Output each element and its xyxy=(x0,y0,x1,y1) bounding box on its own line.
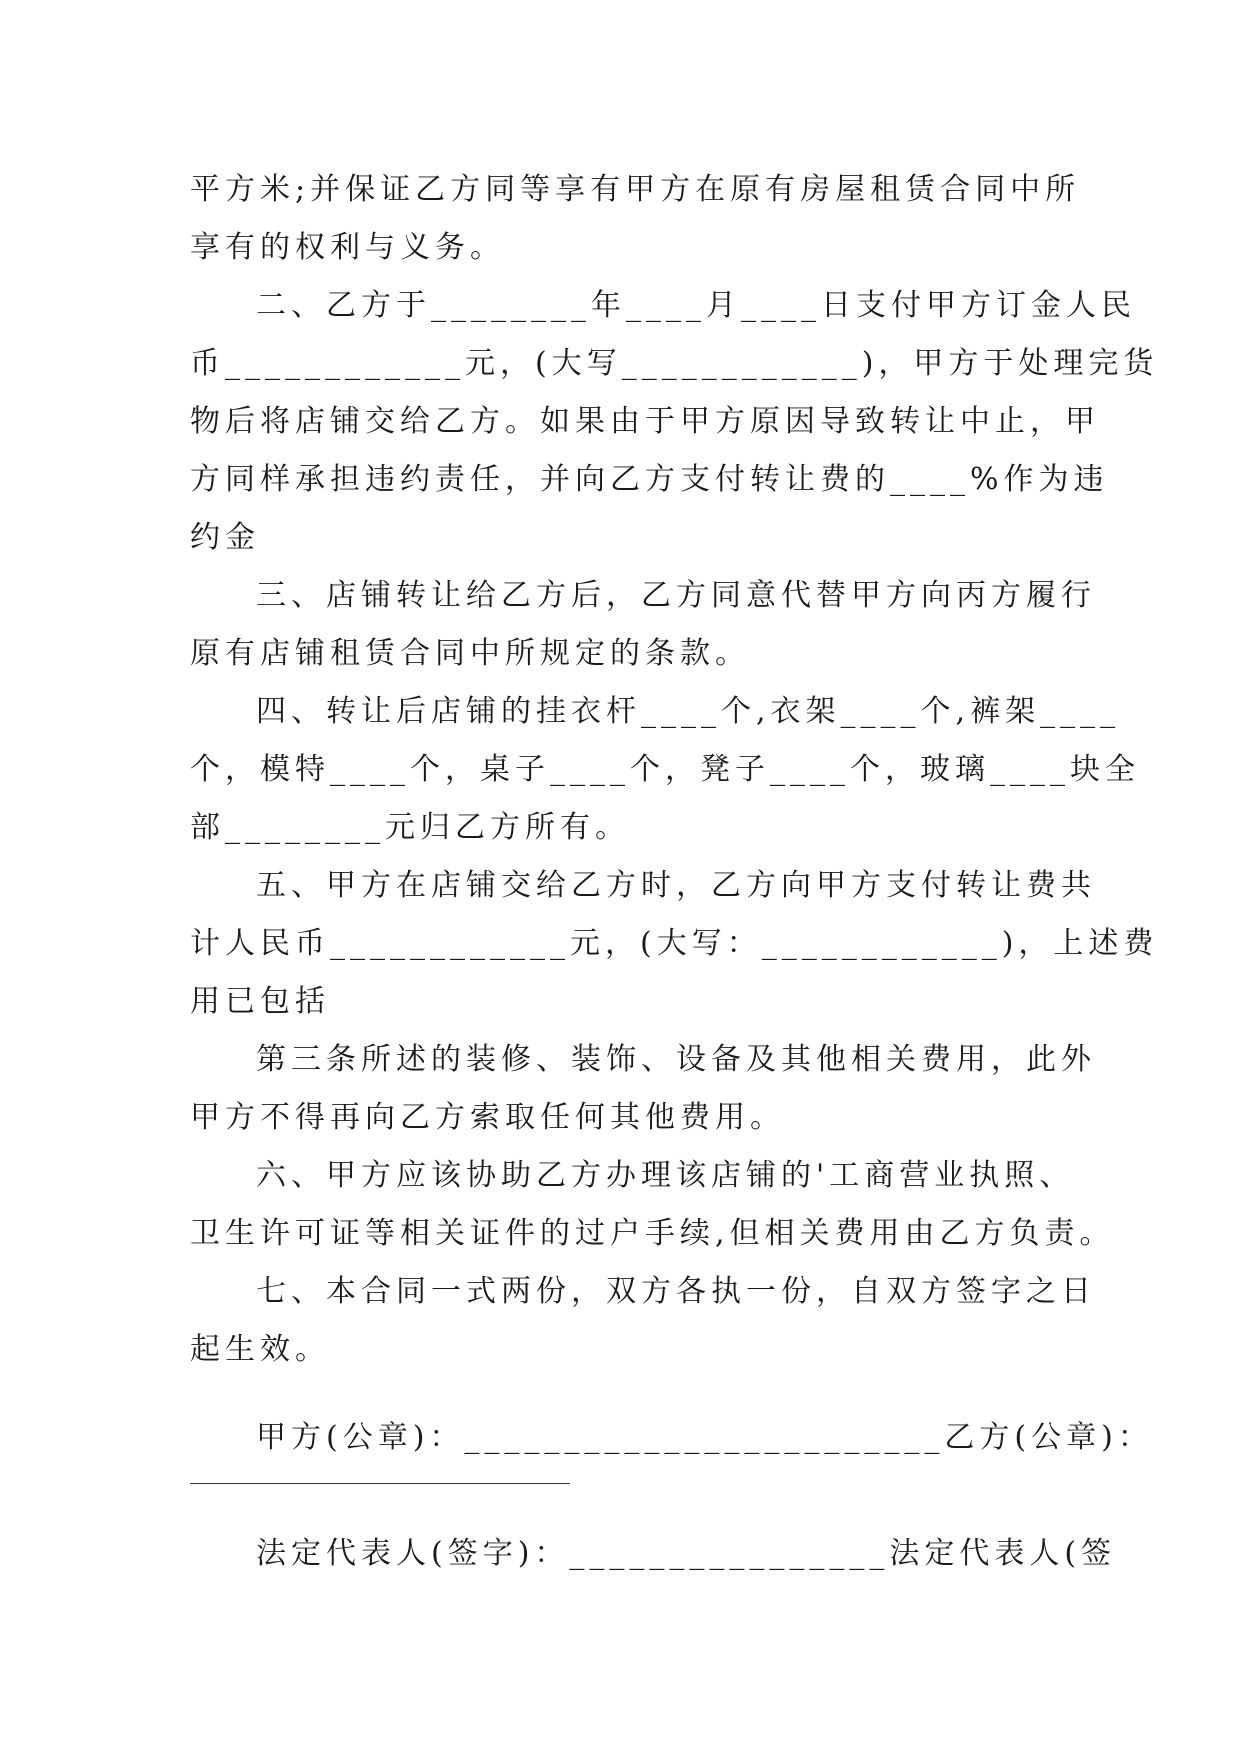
blank-line xyxy=(190,1467,1056,1525)
signature-block xyxy=(190,1409,1153,1583)
text-line: 物后将店铺交给乙方。如果由于甲方原因导致转让中止，甲 xyxy=(190,404,1100,439)
text-line: 四、转让后店铺的挂衣杆____个,衣架____个,裤架____ xyxy=(256,694,1121,729)
text-line: 原有店铺租赁合同中所规定的条款。 xyxy=(190,636,750,671)
contract-body xyxy=(190,161,1159,1379)
text-line: 方同样承担违约责任，并向乙方支付转让费的____%作为违 xyxy=(190,462,1109,497)
text-line: 计人民币____________元，(大写：____________)，上述费 xyxy=(190,926,1159,961)
legal-representative-line: 法定代表人(签字)：________________法定代表人(签 xyxy=(256,1536,1117,1571)
text-line: 部________元归乙方所有。 xyxy=(190,810,630,845)
text-line: 七、本合同一式两份，双方各执一份，自双方签字之日 xyxy=(256,1274,1096,1309)
text-line: 甲方不得再向乙方索取任何其他费用。 xyxy=(190,1100,785,1135)
text-line: 用已包括 xyxy=(190,984,330,1019)
text-line: 币____________元，(大写____________)，甲方于处理完货 xyxy=(190,346,1159,381)
signature-underline xyxy=(190,1483,570,1484)
text-line: 个，模特____个，桌子____个，凳子____个，玻璃____块全 xyxy=(190,752,1140,787)
text-line: 二、乙方于________年____月____日支付甲方订金人民 xyxy=(256,288,1136,323)
text-line: 约金 xyxy=(190,520,260,555)
text-line: 平方米;并保证乙方同等享有甲方在原有房屋租赁合同中所 xyxy=(190,172,1081,207)
text-line: 起生效。 xyxy=(190,1332,330,1367)
text-line: 五、甲方在店铺交给乙方时，乙方向甲方支付转让费共 xyxy=(256,868,1096,903)
party-seal-line: 甲方(公章)：________________________乙方(公章)： xyxy=(256,1420,1153,1455)
text-line: 第三条所述的装修、装饰、设备及其他相关费用，此外 xyxy=(256,1042,1096,1077)
text-line: 卫生许可证等相关证件的过户手续,但相关费用由乙方负责。 xyxy=(190,1216,1115,1251)
text-line: 享有的权利与义务。 xyxy=(190,230,505,265)
text-line: 六、甲方应该协助乙方办理该店铺的'工商营业执照、 xyxy=(256,1158,1075,1193)
text-line: 三、店铺转让给乙方后，乙方同意代替甲方向丙方履行 xyxy=(256,578,1096,613)
